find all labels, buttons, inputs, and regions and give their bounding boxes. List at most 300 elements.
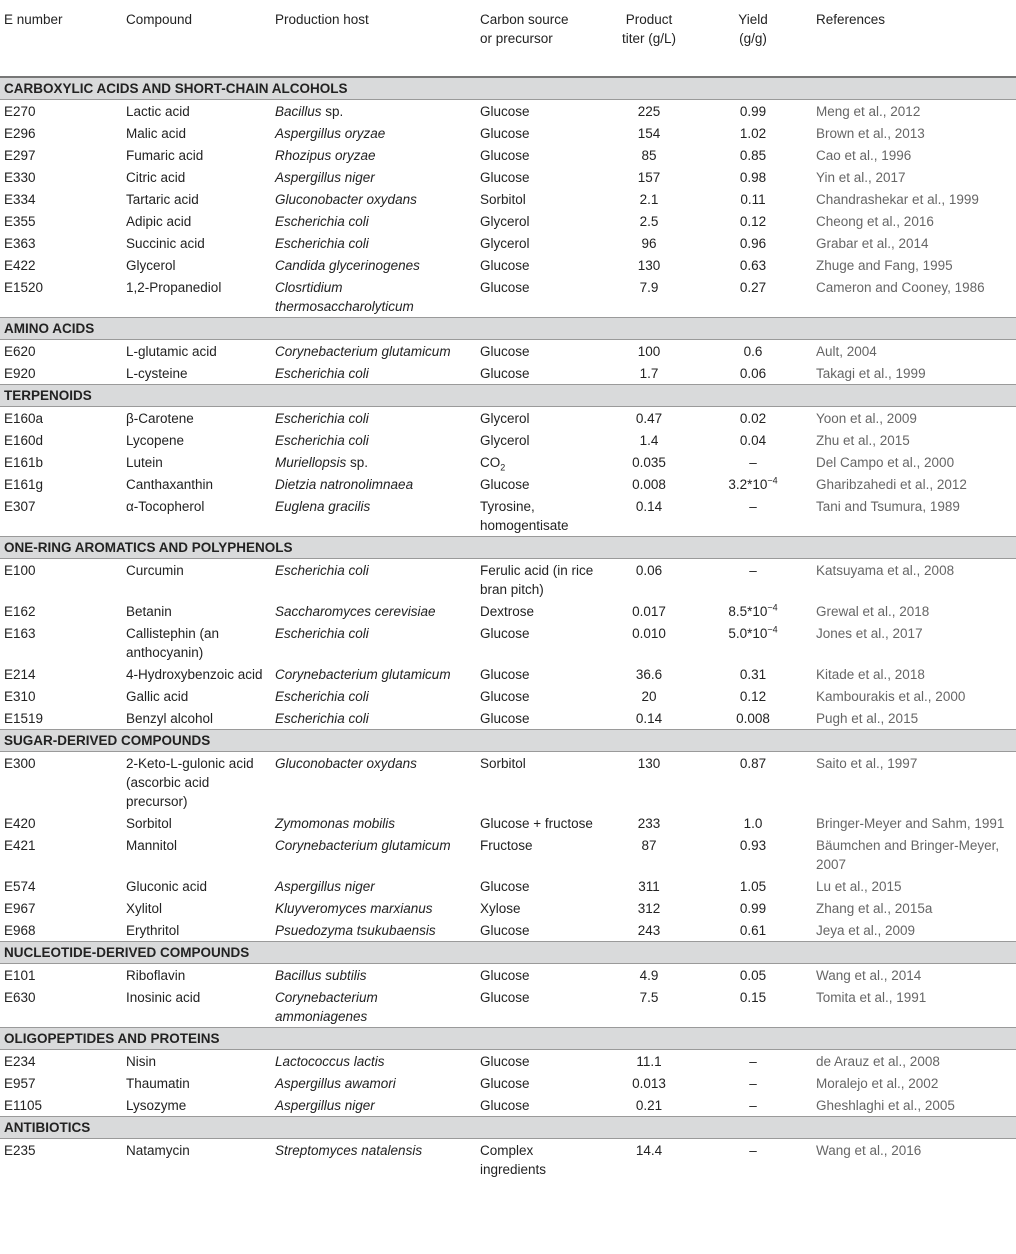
carbon-source-text: Glucose [480,922,530,938]
host-name: Lactococcus lactis [275,1053,385,1069]
reference-cell: Kambourakis et al., 2000 [816,688,966,704]
yield-cell [694,495,812,537]
titer-cell: 11.1 [636,1053,662,1069]
carbon-source-text: Glucose [480,343,530,359]
host-cell [271,663,476,685]
section-title: SUGAR-DERIVED COMPOUNDS [0,730,1016,752]
header-compound: Compound [126,12,193,27]
titer-cell: 157 [637,169,661,185]
e-number-cell: E296 [4,125,36,141]
reference-cell: Cheong et al., 2016 [816,213,934,229]
host-name: Corynebacterium ammoniagenes [275,989,378,1024]
yield-cell [694,919,812,942]
carbon-source-subscript: 2 [500,462,506,473]
yield-cell [694,622,812,663]
table-row [0,897,1016,919]
host-suffix: sp. [321,103,344,119]
host-cell [271,254,476,276]
e-number-cell: E300 [4,755,36,771]
e-number-cell: E270 [4,103,36,119]
yield-value: 0.12 [739,213,767,229]
reference-cell: Cao et al., 1996 [816,147,912,163]
host-cell [271,1072,476,1094]
yield-cell [694,559,812,601]
compound-cell: Inosinic acid [126,989,201,1005]
carbon-source-cell [476,875,604,897]
table-row [0,166,1016,188]
table-row [0,362,1016,385]
host-name: Escherichia coli [275,365,369,381]
compound-cell: Succinic acid [126,235,205,251]
table-row [0,875,1016,897]
e-number-cell: E163 [4,625,36,641]
yield-cell [694,276,812,318]
e-number-cell: E307 [4,498,36,514]
e-number-cell: E101 [4,967,36,983]
yield-cell [694,166,812,188]
section-title: TERPENOIDS [0,385,1016,407]
compound-cell: Gluconic acid [126,878,208,894]
reference-cell: Grabar et al., 2014 [816,235,929,251]
carbon-source-cell [476,407,604,430]
titer-cell: 1.4 [639,432,659,448]
table-row [0,144,1016,166]
carbon-source-text: Glucose [480,476,530,492]
yield-cell [694,812,812,834]
compound-cell: Lutein [126,454,163,470]
yield-value: 0.99 [739,900,767,916]
carbon-source-text: Glucose [480,169,530,185]
table-row [0,122,1016,144]
carbon-source-text: Glucose [480,365,530,381]
e-number-cell: E330 [4,169,36,185]
e-number-cell: E1520 [4,279,44,295]
carbon-source-cell [476,752,604,813]
compound-cell: L-glutamic acid [126,343,217,359]
titer-cell: 0.010 [632,625,666,641]
compound-cell: β-Carotene [126,410,194,426]
host-name: Escherichia coli [275,213,369,229]
yield-value: 0.61 [739,922,767,938]
carbon-source-cell [476,188,604,210]
host-name: Psuedozyma tsukubaensis [275,922,436,938]
e-number-cell: E161b [4,454,44,470]
yield-cell [694,188,812,210]
titer-cell: 2.1 [639,191,659,207]
host-cell [271,622,476,663]
carbon-source-text: Glucose [480,279,530,295]
e-number-cell: E297 [4,147,36,163]
e-number-cell: E1105 [4,1097,43,1113]
e-number-cell: E1519 [4,710,44,726]
table-row [0,495,1016,537]
table-row [0,1094,1016,1117]
compound-cell: Mannitol [126,837,178,853]
titer-cell: 130 [637,257,661,273]
yield-value: 0.11 [740,191,766,207]
reference-cell: Zhang et al., 2015a [816,900,933,916]
host-name: Escherichia coli [275,410,369,426]
yield-cell [694,451,812,473]
carbon-source-cell [476,1072,604,1094]
yield-value: – [749,1142,757,1158]
section-header-row [0,942,1016,964]
reference-cell: Bringer-Meyer and Sahm, 1991 [816,815,1005,831]
carbon-source-cell [476,834,604,875]
e-number-cell: E214 [4,666,36,682]
host-cell [271,875,476,897]
host-cell [271,429,476,451]
host-name: Escherichia coli [275,625,369,641]
compound-cell: 4-Hydroxybenzoic acid [126,666,263,682]
reference-cell: de Arauz et al., 2008 [816,1053,940,1069]
reference-cell: Gheshlaghi et al., 2005 [816,1097,955,1113]
host-name: Euglena gracilis [275,498,371,514]
reference-cell: Kitade et al., 2018 [816,666,925,682]
reference-cell: Meng et al., 2012 [816,103,921,119]
header-product-titer: Product titer (g/L) [621,12,676,46]
table-row [0,600,1016,622]
table-row [0,232,1016,254]
reference-cell: Gharibzahedi et al., 2012 [816,476,967,492]
compound-cell: Malic acid [126,125,187,141]
carbon-source-text: CO [480,454,501,470]
host-cell [271,210,476,232]
carbon-source-cell [476,210,604,232]
table-row [0,707,1016,730]
host-cell [271,1139,476,1181]
carbon-source-text: Glucose [480,989,530,1005]
table-row [0,1050,1016,1073]
host-name: Corynebacterium glutamicum [275,666,451,682]
section-title: AMINO ACIDS [0,318,1016,340]
titer-cell: 225 [637,103,661,119]
host-name: Streptomyces natalensis [275,1142,423,1158]
reference-cell: Wang et al., 2016 [816,1142,922,1158]
yield-value: – [749,1053,757,1069]
host-cell [271,188,476,210]
host-name: Escherichia coli [275,688,369,704]
compound-cell: Fumaric acid [126,147,204,163]
host-name: Dietzia natronolimnaea [275,476,414,492]
compound-cell: Citric acid [126,169,186,185]
carbon-source-text: Glucose [480,257,530,273]
yield-cell [694,407,812,430]
yield-value: 0.85 [739,147,767,163]
reference-cell: Zhuge and Fang, 1995 [816,257,953,273]
yield-value: – [749,498,757,514]
carbon-source-cell [476,897,604,919]
compound-cell: Erythritol [126,922,180,938]
table-body [0,77,1016,1180]
e-number-cell: E235 [4,1142,36,1158]
reference-cell: Jeya et al., 2009 [816,922,916,938]
carbon-source-text: Glucose [480,147,530,163]
compound-cell: Lysozyme [126,1097,187,1113]
yield-cell [694,340,812,363]
yield-value: 0.06 [739,365,767,381]
host-cell [271,122,476,144]
section-header-row [0,385,1016,407]
host-name: Gluconobacter oxydans [275,191,417,207]
compound-cell: Tartaric acid [126,191,199,207]
yield-cell [694,1094,812,1117]
yield-value: 1.05 [739,878,767,894]
yield-cell [694,254,812,276]
table-row [0,1139,1016,1181]
compound-cell: Natamycin [126,1142,190,1158]
table-row [0,254,1016,276]
compound-cell: Lactic acid [126,103,190,119]
header-references: References [816,12,886,27]
host-cell [271,495,476,537]
carbon-source-text: Sorbitol [480,191,526,207]
carbon-source-cell [476,1050,604,1073]
host-cell [271,407,476,430]
host-cell [271,473,476,495]
yield-cell [694,600,812,622]
host-name: Closrtidium thermosaccharolyticum [275,279,414,314]
host-cell [271,232,476,254]
titer-cell: 36.6 [635,666,663,682]
section-header-row [0,1028,1016,1050]
compound-cell: Gallic acid [126,688,189,704]
carbon-source-cell [476,429,604,451]
e-number-cell: E355 [4,213,36,229]
e-number-cell: E100 [4,562,36,578]
compound-cell: Lycopene [126,432,185,448]
table-row [0,752,1016,813]
reference-cell: Yin et al., 2017 [816,169,906,185]
yield-value: – [749,454,757,470]
carbon-source-cell [476,600,604,622]
yield-value: 0.27 [739,279,767,295]
section-title: CARBOXYLIC ACIDS AND SHORT-CHAIN ALCOHOLS [0,77,1016,100]
yield-cell [694,362,812,385]
titer-cell: 0.017 [632,603,666,619]
header-e-number: E number [4,12,63,27]
carbon-source-text: Glucose [480,878,530,894]
e-number-cell: E162 [4,603,36,619]
yield-cell [694,986,812,1028]
yield-value: 0.93 [739,837,767,853]
compound-cell: Thaumatin [126,1075,190,1091]
header-yield: Yield (g/g) [738,12,768,46]
yield-cell [694,707,812,730]
titer-cell: 311 [638,878,660,894]
host-cell [271,919,476,942]
yield-cell [694,1139,812,1181]
host-name: Aspergillus niger [275,878,375,894]
section-title: ONE-RING AROMATICS AND POLYPHENOLS [0,537,1016,559]
carbon-source-cell [476,232,604,254]
carbon-source-text: Fructose [480,837,533,853]
host-cell [271,1050,476,1073]
host-name: Corynebacterium glutamicum [275,343,451,359]
host-cell [271,559,476,601]
carbon-source-cell [476,254,604,276]
e-number-cell: E160d [4,432,44,448]
host-name: Aspergillus niger [275,169,375,185]
titer-cell: 2.5 [639,213,659,229]
titer-cell: 7.9 [639,279,659,295]
yield-value: 0.31 [739,666,767,682]
reference-cell: Bäumchen and Bringer-Meyer, 2007 [816,837,1000,872]
table-row [0,919,1016,942]
table-row [0,986,1016,1028]
section-title: NUCLEOTIDE-DERIVED COMPOUNDS [0,942,1016,964]
titer-cell: 7.5 [639,989,659,1005]
host-cell [271,685,476,707]
titer-cell: 4.9 [639,967,659,983]
titer-cell: 0.013 [632,1075,666,1091]
carbon-source-cell [476,144,604,166]
carbon-source-text: Ferulic acid (in rice bran pitch) [480,562,594,597]
table-row [0,812,1016,834]
table-row [0,473,1016,495]
table-row [0,622,1016,663]
yield-cell [694,964,812,987]
carbon-source-cell [476,1139,604,1181]
carbon-source-cell [476,473,604,495]
e-number-cell: E630 [4,989,36,1005]
titer-cell: 0.21 [635,1097,663,1113]
yield-exponent: −4 [767,624,778,634]
host-suffix: sp. [346,454,369,470]
e-number-cell: E620 [4,343,36,359]
table-row [0,276,1016,318]
carbon-source-cell [476,559,604,601]
yield-cell [694,473,812,495]
carbon-source-cell [476,451,604,473]
reference-cell: Chandrashekar et al., 1999 [816,191,979,207]
reference-cell: Tani and Tsumura, 1989 [816,498,960,514]
yield-cell [694,663,812,685]
table-row [0,340,1016,363]
host-cell [271,897,476,919]
compound-cell: Adipic acid [126,213,192,229]
reference-cell: Yoon et al., 2009 [816,410,917,426]
host-cell [271,834,476,875]
carbon-source-text: Glucose [480,710,530,726]
carbon-source-cell [476,276,604,318]
table-row [0,210,1016,232]
host-name: Escherichia coli [275,432,369,448]
titer-cell: 154 [637,125,661,141]
reference-cell: Grewal et al., 2018 [816,603,930,619]
carbon-source-text: Glucose [480,125,530,141]
yield-cell [694,834,812,875]
titer-cell: 14.4 [635,1142,663,1158]
e-number-cell: E968 [4,922,36,938]
yield-cell [694,875,812,897]
yield-value: – [749,1075,757,1091]
reference-cell: Pugh et al., 2015 [816,710,919,726]
header-production-host: Production host [275,12,369,27]
host-name: Escherichia coli [275,710,369,726]
host-cell [271,812,476,834]
titer-cell: 0.14 [635,498,663,514]
titer-cell: 130 [637,755,661,771]
host-name: Escherichia coli [275,562,369,578]
e-number-cell: E363 [4,235,36,251]
yield-value: 0.98 [739,169,767,185]
host-cell [271,964,476,987]
host-name: Candida glycerinogenes [275,257,420,273]
section-header-row [0,77,1016,100]
carbon-source-cell [476,166,604,188]
host-name: Bacillus subtilis [275,967,367,983]
table-row [0,100,1016,123]
carbon-source-text: Glycerol [480,213,530,229]
titer-cell: 0.06 [635,562,663,578]
host-cell [271,276,476,318]
carbon-source-text: Glucose + fructose [480,815,593,831]
reference-cell: Zhu et al., 2015 [816,432,910,448]
compound-cell: Glycerol [126,257,176,273]
yield-cell [694,100,812,123]
titer-cell: 243 [637,922,661,938]
e-number-cell: E574 [4,878,36,894]
section-header-row [0,318,1016,340]
reference-cell: Katsuyama et al., 2008 [816,562,955,578]
table-row [0,429,1016,451]
table-row [0,188,1016,210]
titer-cell: 87 [641,837,657,853]
titer-cell: 312 [637,900,661,916]
table-row [0,559,1016,601]
compound-cell: Curcumin [126,562,184,578]
titer-cell: 0.47 [635,410,663,426]
yield-cell [694,122,812,144]
carbon-source-cell [476,685,604,707]
e-number-cell: E234 [4,1053,36,1069]
reference-cell: Saito et al., 1997 [816,755,918,771]
titer-cell: 85 [641,147,657,163]
yield-value: – [749,562,757,578]
host-cell [271,986,476,1028]
compound-cell: Canthaxanthin [126,476,214,492]
reference-cell: Ault, 2004 [816,343,877,359]
section-header-row [0,1117,1016,1139]
yield-value: 0.99 [739,103,767,119]
table-row [0,964,1016,987]
yield-value: 0.12 [739,688,767,704]
table-row [0,451,1016,473]
section-header-row [0,730,1016,752]
yield-value: 5.0*10 [728,625,768,641]
yield-value: 0.02 [739,410,767,426]
section-header-row [0,537,1016,559]
yield-cell [694,1072,812,1094]
compound-cell: Nisin [126,1053,157,1069]
table-row [0,663,1016,685]
e-number-cell: E420 [4,815,36,831]
table-row [0,1072,1016,1094]
carbon-source-cell [476,919,604,942]
carbon-source-text: Xylose [480,900,521,916]
yield-value: 0.05 [739,967,767,983]
compound-cell: Xylitol [126,900,163,916]
compound-cell: Sorbitol [126,815,172,831]
carbon-source-text: Glucose [480,1053,530,1069]
table-row [0,685,1016,707]
host-name: Kluyveromyces marxianus [275,900,433,916]
reference-cell: Cameron and Cooney, 1986 [816,279,985,295]
host-cell [271,707,476,730]
host-name: Zymomonas mobilis [275,815,396,831]
carbon-source-text: Glycerol [480,432,530,448]
